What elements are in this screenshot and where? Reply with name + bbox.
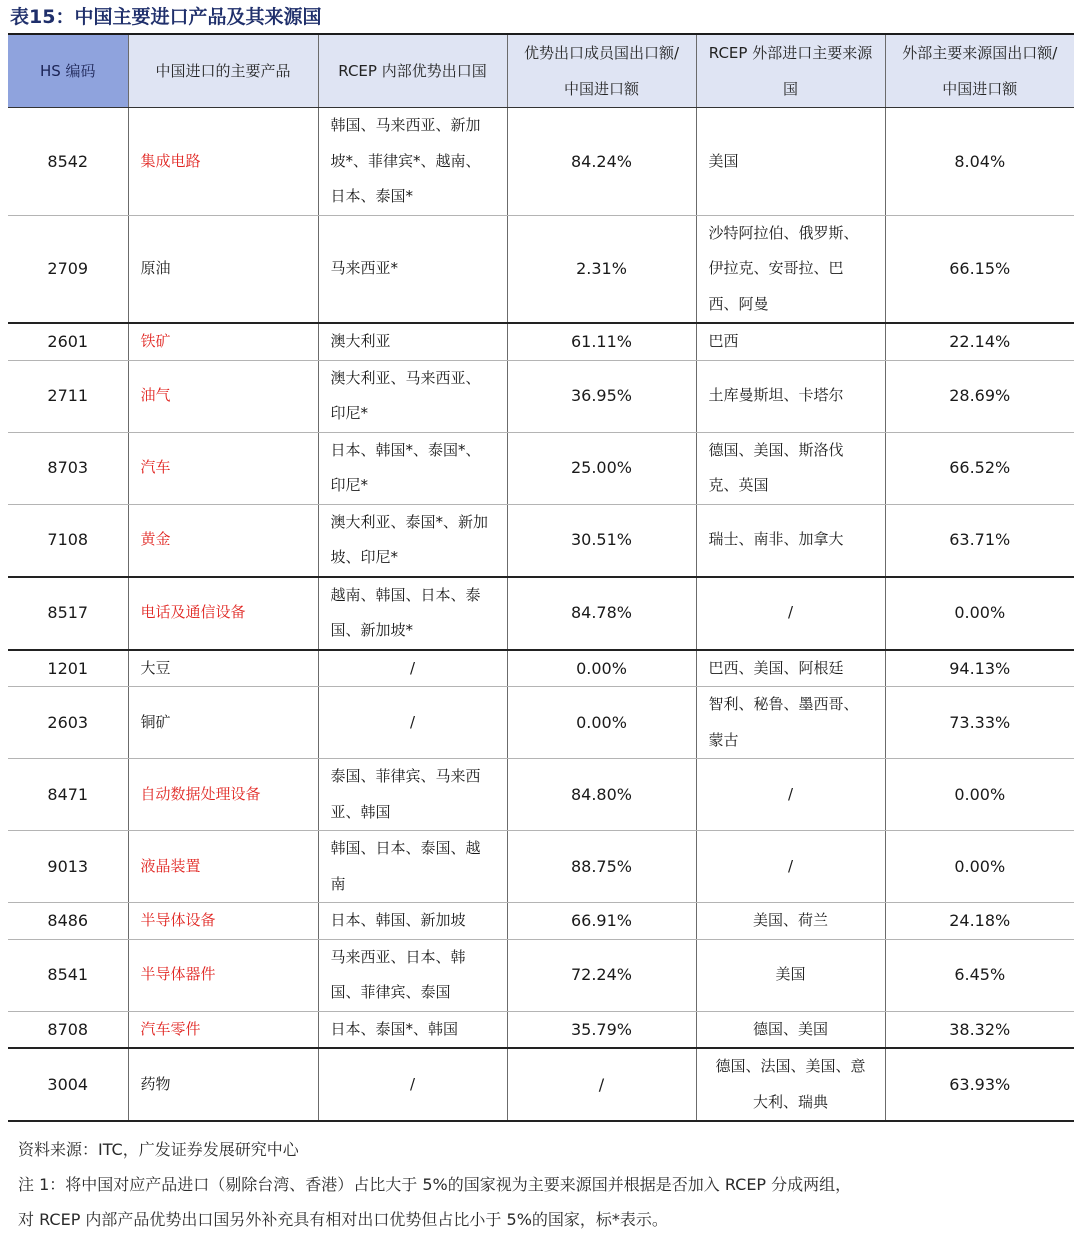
product-cell: 药物 (128, 1048, 318, 1121)
hs-code-cell: 8708 (8, 1011, 128, 1048)
rcep-exporters-cell: 澳大利亚、泰国*、新加坡、印尼* (318, 504, 507, 577)
external-ratio-cell: 38.32% (885, 1011, 1074, 1048)
footnote-line-2: 对 RCEP 内部产品优势出口国另外补充具有相对出口优势但占比小于 5%的国家，标*表示。 (18, 1210, 668, 1229)
product-cell: 液晶装置 (128, 831, 318, 903)
rcep-exporters-cell: 韩国、马来西亚、新加坡*、菲律宾*、越南、日本、泰国* (318, 108, 507, 216)
external-sources-cell: 德国、法国、美国、意大利、瑞典 (696, 1048, 885, 1121)
table-row (8, 432, 1074, 504)
external-ratio-cell: 6.45% (885, 939, 1074, 1011)
rcep-ratio-cell: 88.75% (507, 831, 696, 903)
product-cell: 原油 (128, 215, 318, 323)
product-cell: 半导体器件 (128, 939, 318, 1011)
header-external-ratio: 外部主要来源国出口额/中国进口额 (885, 34, 1074, 108)
external-sources-cell: 沙特阿拉伯、俄罗斯、伊拉克、安哥拉、巴西、阿曼 (696, 215, 885, 323)
rcep-exporters-cell: / (318, 687, 507, 759)
rcep-ratio-cell: 0.00% (507, 687, 696, 759)
source-note: 资料来源：ITC，广发证券发展研究中心 (18, 1140, 299, 1159)
header-rcep-ratio: 优势出口成员国出口额/中国进口额 (507, 34, 696, 108)
hs-code-cell: 8486 (8, 903, 128, 940)
table-row (8, 687, 1074, 759)
rcep-ratio-cell: 2.31% (507, 215, 696, 323)
rcep-ratio-cell: 25.00% (507, 432, 696, 504)
product-cell: 集成电路 (128, 108, 318, 216)
table-row (8, 650, 1074, 687)
hs-code-cell: 8703 (8, 432, 128, 504)
table-row (8, 1048, 1074, 1121)
external-sources-cell: / (696, 831, 885, 903)
external-ratio-cell: 22.14% (885, 323, 1074, 360)
table-row (8, 577, 1074, 650)
rcep-ratio-cell: 36.95% (507, 360, 696, 432)
product-cell: 黄金 (128, 504, 318, 577)
external-ratio-cell: 73.33% (885, 687, 1074, 759)
external-sources-cell: 智利、秘鲁、墨西哥、蒙古 (696, 687, 885, 759)
external-ratio-cell: 66.52% (885, 432, 1074, 504)
table-row (8, 215, 1074, 323)
hs-code-cell: 8542 (8, 108, 128, 216)
header-external-sources: RCEP 外部进口主要来源国 (696, 34, 885, 108)
external-sources-cell: 德国、美国、斯洛伐克、英国 (696, 432, 885, 504)
hs-code-cell: 2601 (8, 323, 128, 360)
table-row (8, 360, 1074, 432)
external-sources-cell: 瑞士、南非、加拿大 (696, 504, 885, 577)
rcep-exporters-cell: 马来西亚* (318, 215, 507, 323)
table-row (8, 831, 1074, 903)
table-row (8, 504, 1074, 577)
table-row (8, 939, 1074, 1011)
import-table-container (8, 33, 1074, 1122)
hs-code-cell: 7108 (8, 504, 128, 577)
header-hs-code: HS 编码 (8, 34, 128, 108)
product-cell: 大豆 (128, 650, 318, 687)
rcep-exporters-cell: 马来西亚、日本、韩国、菲律宾、泰国 (318, 939, 507, 1011)
hs-code-cell: 8541 (8, 939, 128, 1011)
external-sources-cell: 巴西 (696, 323, 885, 360)
rcep-ratio-cell: 72.24% (507, 939, 696, 1011)
import-source-table (8, 33, 1074, 1122)
rcep-exporters-cell: 日本、韩国*、泰国*、印尼* (318, 432, 507, 504)
product-cell: 自动数据处理设备 (128, 759, 318, 831)
table-row (8, 903, 1074, 940)
rcep-exporters-cell: 日本、泰国*、韩国 (318, 1011, 507, 1048)
rcep-ratio-cell: 0.00% (507, 650, 696, 687)
external-sources-cell: 美国 (696, 939, 885, 1011)
hs-code-cell: 2603 (8, 687, 128, 759)
rcep-ratio-cell: 84.78% (507, 577, 696, 650)
rcep-ratio-cell: 84.24% (507, 108, 696, 216)
rcep-exporters-cell: / (318, 650, 507, 687)
rcep-ratio-cell: 61.11% (507, 323, 696, 360)
product-cell: 铜矿 (128, 687, 318, 759)
rcep-exporters-cell: 澳大利亚、马来西亚、印尼* (318, 360, 507, 432)
rcep-ratio-cell: 66.91% (507, 903, 696, 940)
header-product: 中国进口的主要产品 (128, 34, 318, 108)
external-sources-cell: 美国 (696, 108, 885, 216)
rcep-ratio-cell: / (507, 1048, 696, 1121)
rcep-exporters-cell: 澳大利亚 (318, 323, 507, 360)
external-sources-cell: 土库曼斯坦、卡塔尔 (696, 360, 885, 432)
rcep-exporters-cell: / (318, 1048, 507, 1121)
rcep-exporters-cell: 泰国、菲律宾、马来西亚、韩国 (318, 759, 507, 831)
footnote-line-1: 注 1：将中国对应产品进口（剔除台湾、香港）占比大于 5%的国家视为主要来源国并根据是否加入 RCEP 分成两组， (18, 1175, 852, 1194)
external-sources-cell: 巴西、美国、阿根廷 (696, 650, 885, 687)
rcep-ratio-cell: 84.80% (507, 759, 696, 831)
hs-code-cell: 9013 (8, 831, 128, 903)
external-ratio-cell: 8.04% (885, 108, 1074, 216)
external-ratio-cell: 0.00% (885, 577, 1074, 650)
product-cell: 油气 (128, 360, 318, 432)
hs-code-cell: 8471 (8, 759, 128, 831)
rcep-ratio-cell: 35.79% (507, 1011, 696, 1048)
table-row (8, 1011, 1074, 1048)
external-ratio-cell: 66.15% (885, 215, 1074, 323)
product-cell: 汽车 (128, 432, 318, 504)
rcep-exporters-cell: 韩国、日本、泰国、越南 (318, 831, 507, 903)
external-sources-cell: 德国、美国 (696, 1011, 885, 1048)
external-sources-cell: 美国、荷兰 (696, 903, 885, 940)
external-sources-cell: / (696, 759, 885, 831)
table-title: 表15：中国主要进口产品及其来源国 (10, 6, 322, 28)
external-ratio-cell: 28.69% (885, 360, 1074, 432)
external-ratio-cell: 0.00% (885, 831, 1074, 903)
product-cell: 电话及通信设备 (128, 577, 318, 650)
product-cell: 汽车零件 (128, 1011, 318, 1048)
table-row (8, 759, 1074, 831)
table-row (8, 323, 1074, 360)
external-ratio-cell: 63.71% (885, 504, 1074, 577)
hs-code-cell: 8517 (8, 577, 128, 650)
hs-code-cell: 1201 (8, 650, 128, 687)
hs-code-cell: 2711 (8, 360, 128, 432)
external-ratio-cell: 24.18% (885, 903, 1074, 940)
external-sources-cell: / (696, 577, 885, 650)
external-ratio-cell: 0.00% (885, 759, 1074, 831)
table-header-row (8, 34, 1074, 108)
table-row (8, 108, 1074, 216)
rcep-ratio-cell: 30.51% (507, 504, 696, 577)
external-ratio-cell: 63.93% (885, 1048, 1074, 1121)
product-cell: 铁矿 (128, 323, 318, 360)
table-notes (18, 1132, 1068, 1237)
hs-code-cell: 3004 (8, 1048, 128, 1121)
rcep-exporters-cell: 日本、韩国、新加坡 (318, 903, 507, 940)
product-cell: 半导体设备 (128, 903, 318, 940)
hs-code-cell: 2709 (8, 215, 128, 323)
external-ratio-cell: 94.13% (885, 650, 1074, 687)
rcep-exporters-cell: 越南、韩国、日本、泰国、新加坡* (318, 577, 507, 650)
header-rcep-exporters: RCEP 内部优势出口国 (318, 34, 507, 108)
